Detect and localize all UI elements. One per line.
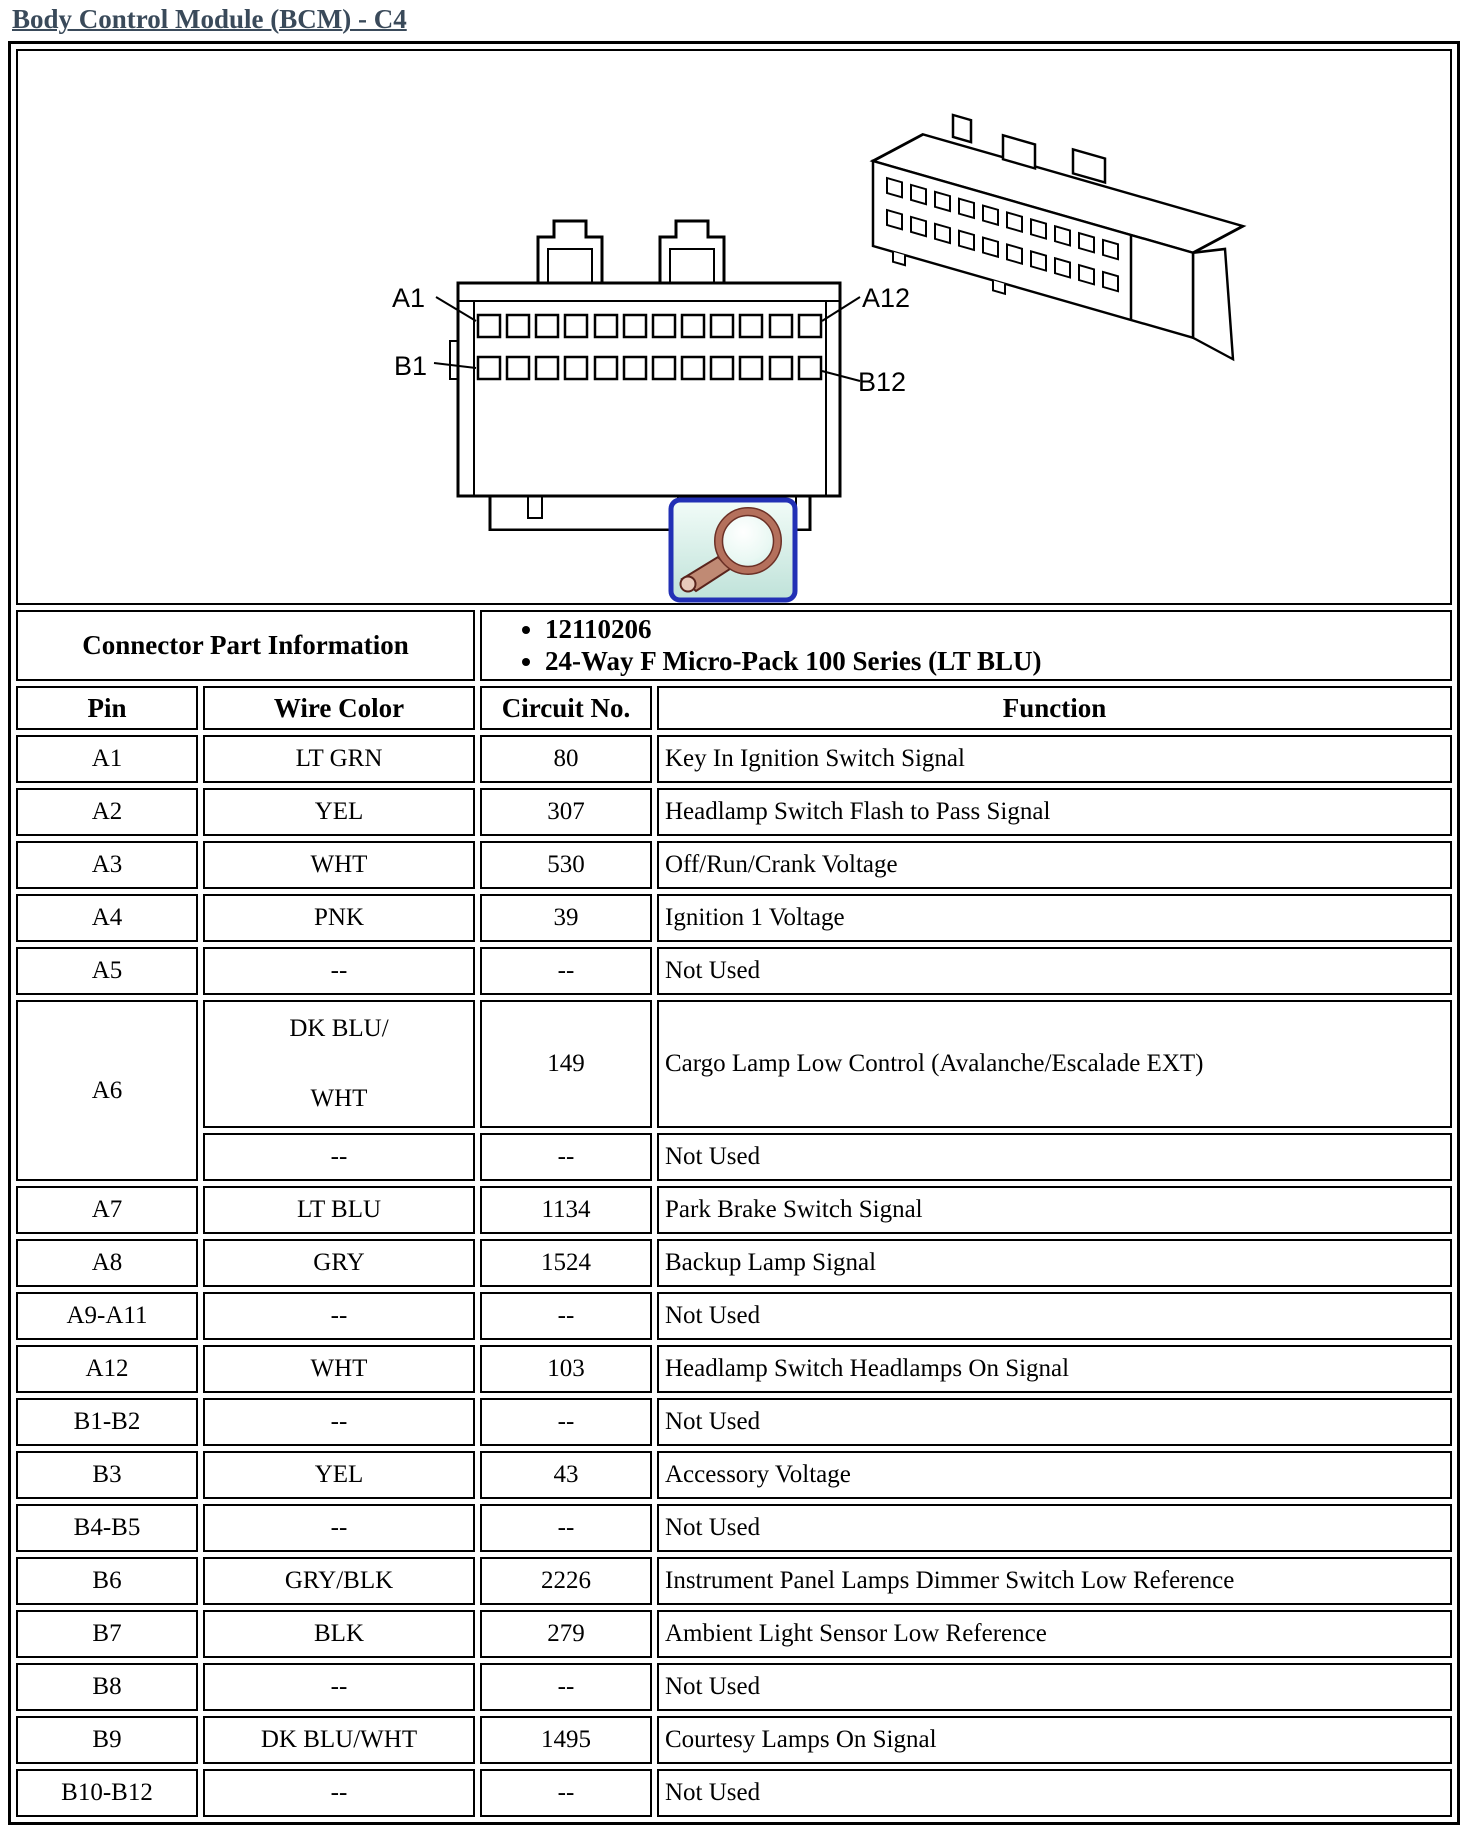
function-cell: Backup Lamp Signal (657, 1239, 1452, 1287)
pin-cell: A5 (16, 947, 198, 995)
magnifier-icon (668, 497, 798, 603)
table-row (16, 1663, 1452, 1711)
function-cell: Cargo Lamp Low Control (Avalanche/Escalade EXT) (657, 1000, 1452, 1128)
header-wire-color: Wire Color (203, 686, 475, 730)
circuit-no-cell: -- (480, 1292, 652, 1340)
zoom-button[interactable] (668, 497, 798, 603)
table-row (16, 1716, 1452, 1764)
circuit-no-cell: 43 (480, 1451, 652, 1499)
pin-cell: B6 (16, 1557, 198, 1605)
pin-cell: A4 (16, 894, 198, 942)
wire-color-cell: -- (203, 1504, 475, 1552)
pin-cell: A1 (16, 735, 198, 783)
function-cell: Accessory Voltage (657, 1451, 1452, 1499)
pin-label-a12: A12 (862, 283, 911, 313)
wire-color-line: DK BLU/ (289, 1015, 389, 1042)
table-row (16, 1000, 1452, 1128)
circuit-no-cell: -- (480, 1398, 652, 1446)
function-cell: Courtesy Lamps On Signal (657, 1716, 1452, 1764)
circuit-no-cell: 2226 (480, 1557, 652, 1605)
part-number: • 12110206 (545, 614, 1449, 645)
wire-color-cell: PNK (203, 894, 475, 942)
circuit-no-cell: 530 (480, 841, 652, 889)
circuit-no-cell: 1495 (480, 1716, 652, 1764)
wire-color-cell: WHT (203, 841, 475, 889)
pin-cell: B1-B2 (16, 1398, 198, 1446)
circuit-no-cell: -- (480, 947, 652, 995)
pin-table-header (16, 686, 1452, 730)
wire-color-cell: WHT (203, 1345, 475, 1393)
connector-diagram (16, 49, 1452, 605)
wire-color-cell: YEL (203, 788, 475, 836)
function-cell: Not Used (657, 1292, 1452, 1340)
table-row (16, 1398, 1452, 1446)
pin-cell: A2 (16, 788, 198, 836)
connector-isometric-view (863, 66, 1253, 376)
wire-color-cell: -- (203, 1663, 475, 1711)
table-row (16, 1451, 1452, 1499)
circuit-no-cell: 149 (480, 1000, 652, 1128)
table-row (16, 894, 1452, 942)
part-info-label: Connector Part Information (16, 610, 475, 681)
connector-front-view (378, 191, 918, 531)
function-cell: Not Used (657, 1769, 1452, 1817)
circuit-no-cell: 279 (480, 1610, 652, 1658)
function-cell: Key In Ignition Switch Signal (657, 735, 1452, 783)
wire-color-cell: LT GRN (203, 735, 475, 783)
pin-table-body (16, 735, 1452, 1817)
table-row (16, 841, 1452, 889)
wire-color-cell: LT BLU (203, 1186, 475, 1234)
function-cell: Ambient Light Sensor Low Reference (657, 1610, 1452, 1658)
connector-series: • 24-Way F Micro-Pack 100 Series (LT BLU) (545, 646, 1449, 677)
circuit-no-cell: -- (480, 1133, 652, 1181)
circuit-no-cell: -- (480, 1663, 652, 1711)
header-function: Function (657, 686, 1452, 730)
table-row (16, 1345, 1452, 1393)
part-info-values (480, 610, 1452, 681)
circuit-no-cell: -- (480, 1504, 652, 1552)
header-circuit-no: Circuit No. (480, 686, 652, 730)
table-row (16, 788, 1452, 836)
wire-color-cell: BLK (203, 1610, 475, 1658)
page-title: Body Control Module (BCM) - C4 (12, 4, 407, 34)
table-row (16, 1239, 1452, 1287)
wire-color-cell: -- (203, 1133, 475, 1181)
pin-cell: A6 (16, 1000, 198, 1181)
pin-cell: B4-B5 (16, 1504, 198, 1552)
table-row (16, 1292, 1452, 1340)
function-cell: Headlamp Switch Headlamps On Signal (657, 1345, 1452, 1393)
table-row (16, 1557, 1452, 1605)
table-row (16, 1610, 1452, 1658)
function-cell: Headlamp Switch Flash to Pass Signal (657, 788, 1452, 836)
pin-cell: B7 (16, 1610, 198, 1658)
pin-cell: A8 (16, 1239, 198, 1287)
function-cell: Park Brake Switch Signal (657, 1186, 1452, 1234)
function-cell: Not Used (657, 1663, 1452, 1711)
circuit-no-cell: 307 (480, 788, 652, 836)
table-row (16, 1133, 1452, 1181)
function-cell: Instrument Panel Lamps Dimmer Switch Low Reference (657, 1557, 1452, 1605)
pin-label-b12: B12 (858, 367, 907, 397)
wire-color-line: WHT (310, 1085, 368, 1112)
header-pin: Pin (16, 686, 198, 730)
pin-cell: A12 (16, 1345, 198, 1393)
circuit-no-cell: 1524 (480, 1239, 652, 1287)
pin-cell: B10-B12 (16, 1769, 198, 1817)
pin-cell: B3 (16, 1451, 198, 1499)
wire-color-cell (203, 1000, 475, 1128)
function-cell: Not Used (657, 1398, 1452, 1446)
wire-color-cell: YEL (203, 1451, 475, 1499)
wire-color-cell: -- (203, 1292, 475, 1340)
pin-cell: A3 (16, 841, 198, 889)
pin-cell: B9 (16, 1716, 198, 1764)
function-cell: Not Used (657, 947, 1452, 995)
circuit-no-cell: 1134 (480, 1186, 652, 1234)
pin-cell: B8 (16, 1663, 198, 1711)
pin-label-b1: B1 (394, 351, 428, 381)
wire-color-cell: DK BLU/WHT (203, 1716, 475, 1764)
function-cell: Ignition 1 Voltage (657, 894, 1452, 942)
circuit-no-cell: 103 (480, 1345, 652, 1393)
function-cell: Off/Run/Crank Voltage (657, 841, 1452, 889)
table-row (16, 735, 1452, 783)
circuit-no-cell: -- (480, 1769, 652, 1817)
connector-table (11, 44, 1457, 1822)
circuit-no-cell: 39 (480, 894, 652, 942)
table-row (16, 1186, 1452, 1234)
table-row (16, 947, 1452, 995)
function-cell: Not Used (657, 1504, 1452, 1552)
table-row (16, 1769, 1452, 1817)
pin-cell: A7 (16, 1186, 198, 1234)
function-cell: Not Used (657, 1133, 1452, 1181)
pin-cell: A9-A11 (16, 1292, 198, 1340)
circuit-no-cell: 80 (480, 735, 652, 783)
pin-label-a1: A1 (392, 283, 426, 313)
wire-color-cell: -- (203, 947, 475, 995)
connector-sheet (8, 41, 1460, 1825)
wire-color-cell: GRY (203, 1239, 475, 1287)
wire-color-cell: GRY/BLK (203, 1557, 475, 1605)
table-row (16, 1504, 1452, 1552)
wire-color-cell: -- (203, 1769, 475, 1817)
wire-color-cell: -- (203, 1398, 475, 1446)
